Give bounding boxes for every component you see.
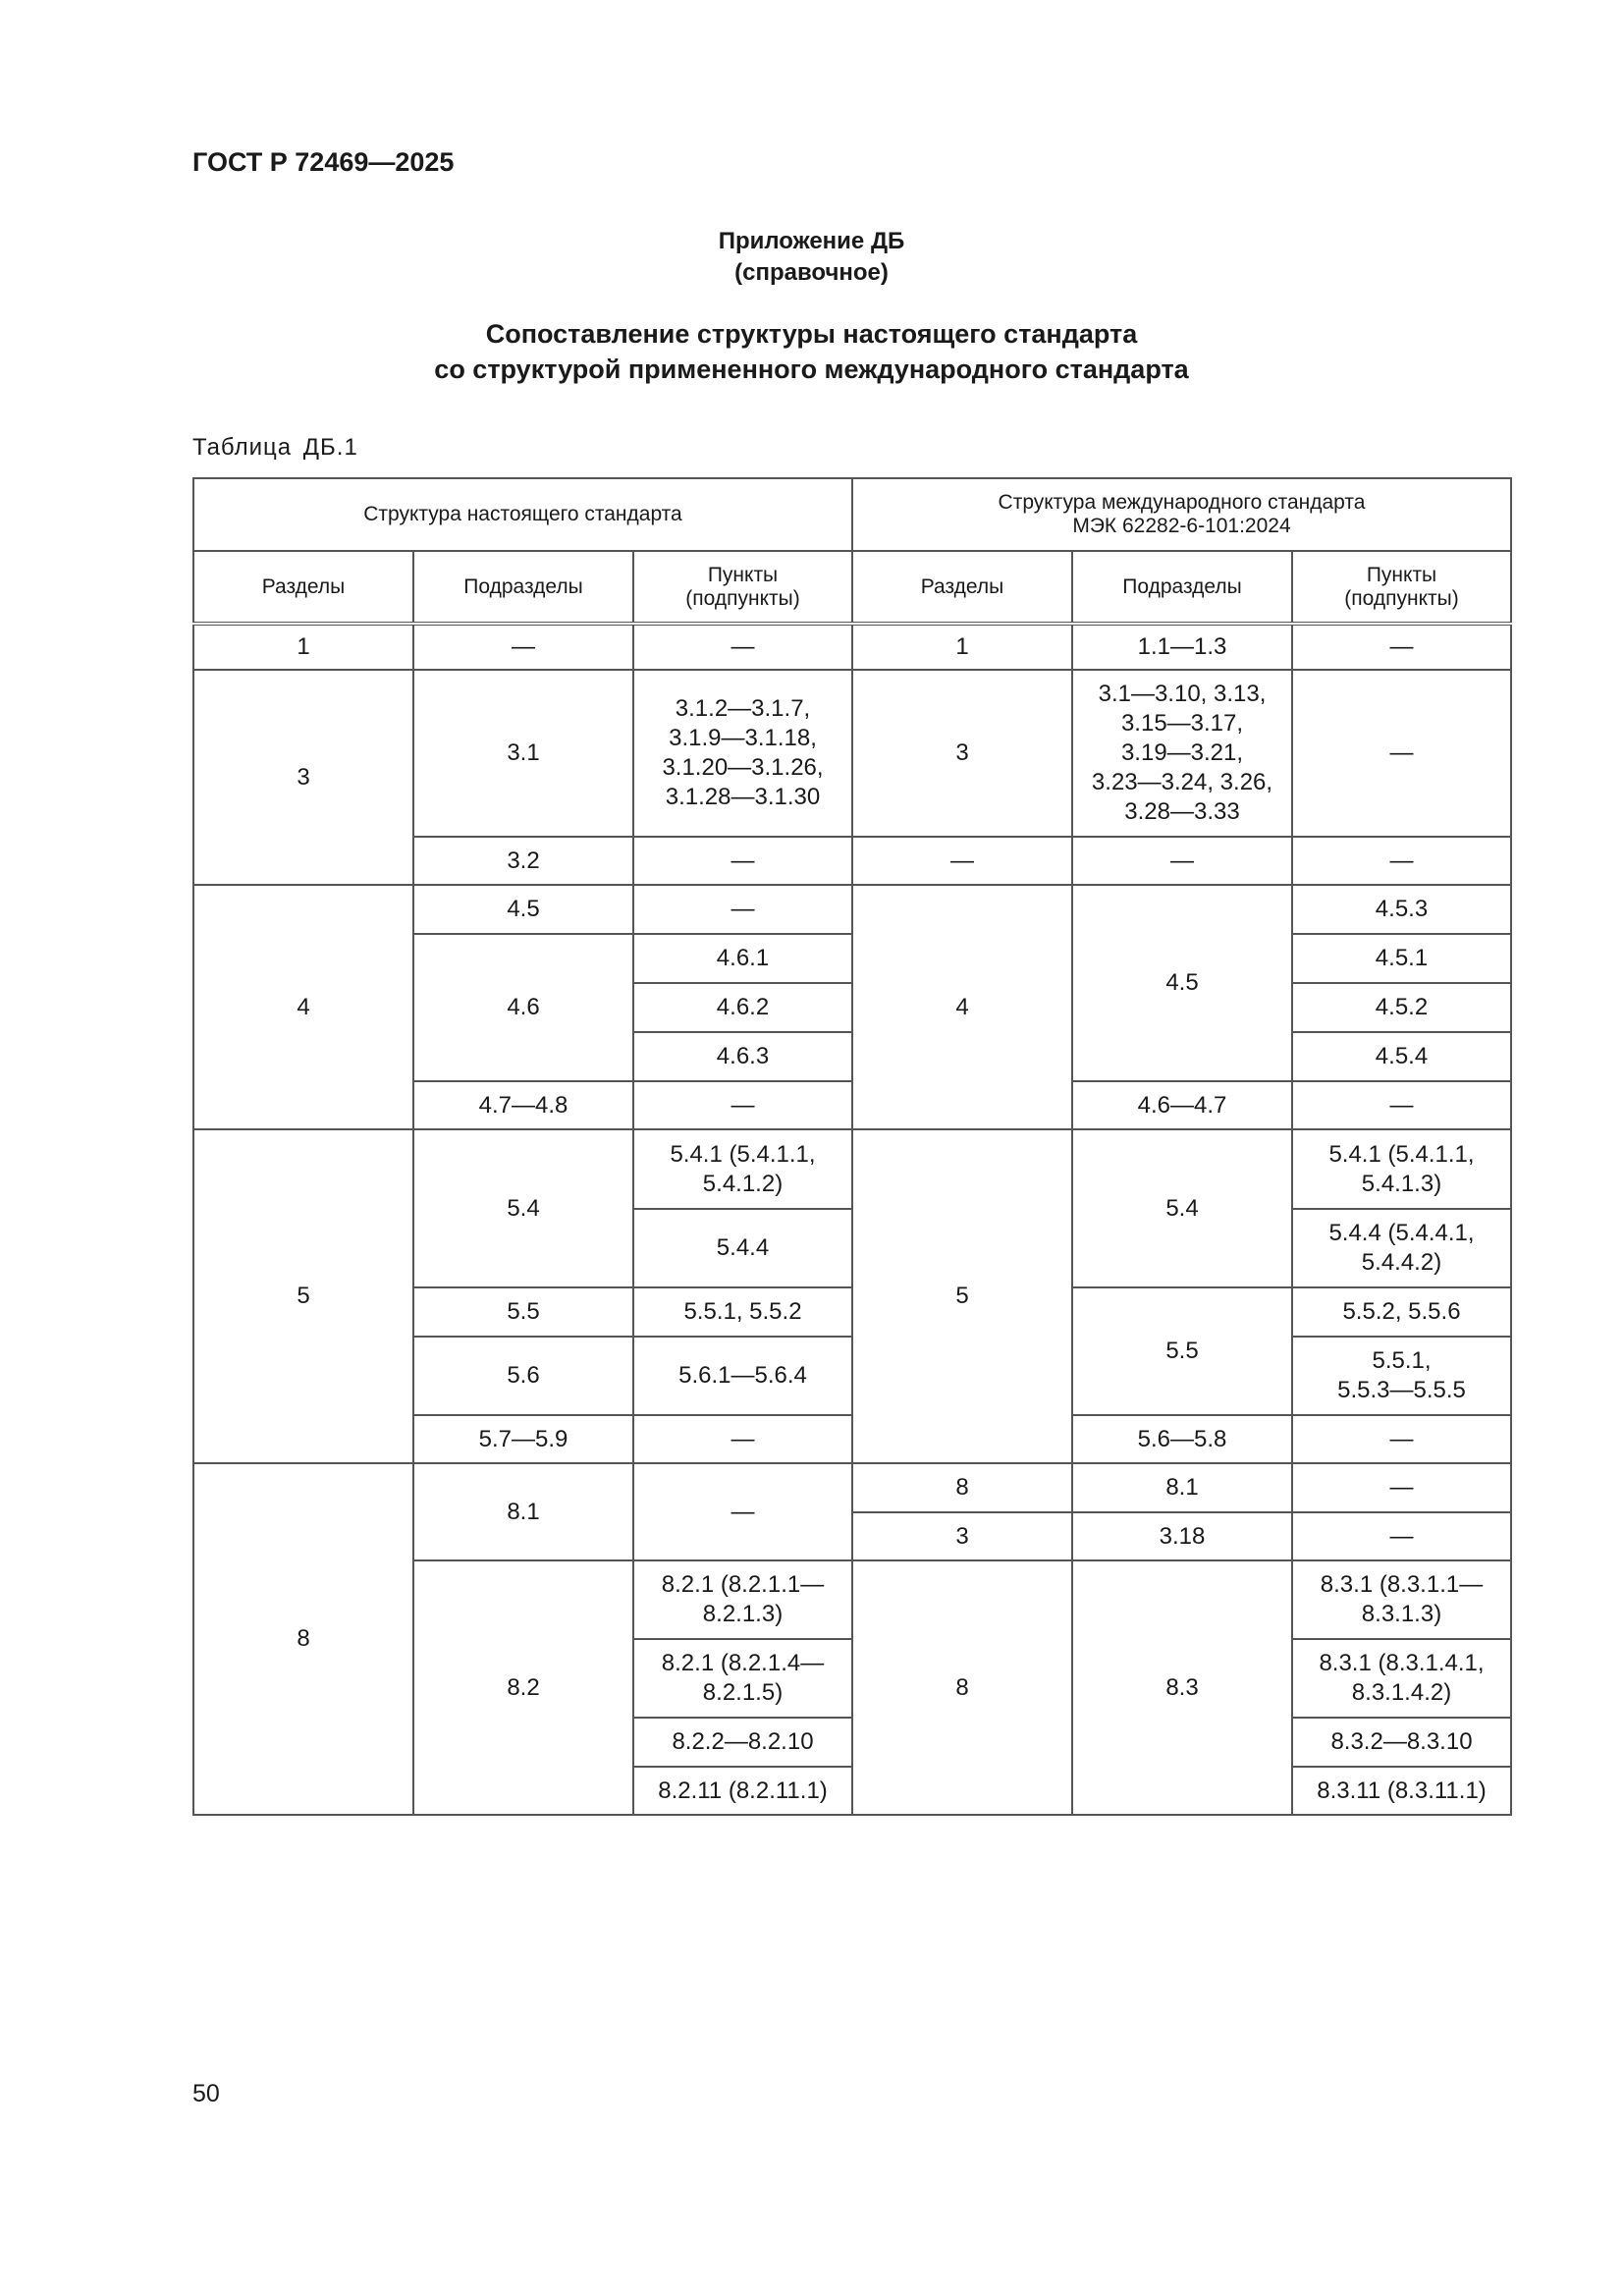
table-cell: 1 <box>193 624 413 670</box>
table-cell: — <box>1292 1415 1511 1463</box>
document-id: ГОСТ Р 72469—2025 <box>192 147 455 177</box>
table-column-header-row <box>193 551 1511 624</box>
table-cell: — <box>1292 624 1511 670</box>
table-cell: 3.1.2—3.1.7, 3.1.9—3.1.18, 3.1.20—3.1.26, 3.1.28—3.1.30 <box>633 670 852 837</box>
table-cell: 8.3.1 (8.3.1.4.1, 8.3.1.4.2) <box>1292 1639 1511 1718</box>
table-cell: 1.1—1.3 <box>1072 624 1292 670</box>
table-header-group-row <box>193 478 1511 551</box>
table-label-number: ДБ.1 <box>302 434 358 461</box>
table-cell: — <box>1292 837 1511 885</box>
table-cell: 5.4.4 <box>633 1209 852 1287</box>
column-header: Разделы <box>193 551 413 624</box>
table-cell: — <box>633 837 852 885</box>
table-cell: 5.4.1 (5.4.1.1, 5.4.1.2) <box>633 1129 852 1209</box>
column-header: Пункты (подпункты) <box>1292 551 1511 624</box>
table-cell: 5.4 <box>413 1129 633 1287</box>
table-cell: 3 <box>193 670 413 885</box>
table-row <box>193 1463 1511 1512</box>
table-cell: 5.6.1—5.6.4 <box>633 1337 852 1415</box>
appendix-note: (справочное) <box>734 259 889 286</box>
national-structure-header: Структура настоящего стандарта <box>193 478 852 551</box>
table-cell: 8.2.2—8.2.10 <box>633 1718 852 1767</box>
table-cell: 5.4 <box>1072 1129 1292 1287</box>
table-cell: 4.6 <box>413 934 633 1081</box>
section-title <box>0 316 1623 387</box>
table-cell: 5.6—5.8 <box>1072 1415 1292 1463</box>
table-row <box>193 670 1511 837</box>
table-cell: — <box>413 624 633 670</box>
table-cell: 4.6.3 <box>633 1032 852 1081</box>
appendix-heading <box>0 226 1623 289</box>
table-cell: 4.5 <box>413 885 633 934</box>
table-cell: — <box>1292 670 1511 837</box>
table-cell: 8.2.1 (8.2.1.1— 8.2.1.3) <box>633 1560 852 1639</box>
structure-comparison-table <box>192 477 1512 1816</box>
table-cell: 5.5.1, 5.5.2 <box>633 1287 852 1337</box>
table-cell: 8.1 <box>413 1463 633 1560</box>
table-row <box>193 624 1511 670</box>
column-header: Подразделы <box>413 551 633 624</box>
column-header: Подразделы <box>1072 551 1292 624</box>
table-cell: 3.1—3.10, 3.13, 3.15—3.17, 3.19—3.21, 3.23—3.24, 3.26, 3.28—3.33 <box>1072 670 1292 837</box>
table-cell: 4.5.1 <box>1292 934 1511 983</box>
table-cell: 4.6—4.7 <box>1072 1081 1292 1129</box>
column-header: Разделы <box>852 551 1072 624</box>
table-cell: 8.1 <box>1072 1463 1292 1512</box>
table-cell: — <box>1072 837 1292 885</box>
table-cell: 5.4.4 (5.4.4.1, 5.4.4.2) <box>1292 1209 1511 1287</box>
table-cell: 8.3.2—8.3.10 <box>1292 1718 1511 1767</box>
section-title-line-2: со структурой примененного международного стандарта <box>434 355 1189 384</box>
table-cell: 3 <box>852 1512 1072 1560</box>
table-cell: 8 <box>852 1560 1072 1815</box>
table-cell: 5 <box>193 1129 413 1463</box>
table-cell: — <box>1292 1081 1511 1129</box>
table-cell: 3.1 <box>413 670 633 837</box>
section-title-line-1: Сопоставление структуры настоящего стандарта <box>485 319 1138 349</box>
table-cell: 8.2.11 (8.2.11.1) <box>633 1767 852 1815</box>
page-number: 50 <box>192 2080 220 2107</box>
table-cell: 8.3.1 (8.3.1.1— 8.3.1.3) <box>1292 1560 1511 1639</box>
table-cell: 4 <box>193 885 413 1129</box>
table-cell: 4.6.2 <box>633 983 852 1032</box>
table-row <box>193 885 1511 934</box>
table-cell: 8.2.1 (8.2.1.4— 8.2.1.5) <box>633 1639 852 1718</box>
table-cell: — <box>633 885 852 934</box>
international-structure-header: Структура международного стандарта МЭК 62282-6-101:2024 <box>852 478 1511 551</box>
table-cell: 5.4.1 (5.4.1.1, 5.4.1.3) <box>1292 1129 1511 1209</box>
table-cell: 1 <box>852 624 1072 670</box>
table-cell: 3.18 <box>1072 1512 1292 1560</box>
table-cell: 5.5 <box>1072 1287 1292 1415</box>
table-cell: 5.5.1, 5.5.3—5.5.5 <box>1292 1337 1511 1415</box>
table-cell: 5.7—5.9 <box>413 1415 633 1463</box>
table-cell: 3.2 <box>413 837 633 885</box>
table-cell: 5.6 <box>413 1337 633 1415</box>
table-cell: 8.3 <box>1072 1560 1292 1815</box>
table-cell: — <box>1292 1512 1511 1560</box>
table-label-prefix: Таблица <box>192 434 293 461</box>
table-cell: 4 <box>852 885 1072 1129</box>
appendix-title: Приложение ДБ <box>718 228 905 254</box>
table-cell: 4.7—4.8 <box>413 1081 633 1129</box>
table-cell: — <box>633 1463 852 1560</box>
table-cell: 8.3.11 (8.3.11.1) <box>1292 1767 1511 1815</box>
table-cell: 3 <box>852 670 1072 837</box>
column-header: Пункты (подпункты) <box>633 551 852 624</box>
table-row <box>193 1129 1511 1209</box>
table-cell: 8 <box>193 1463 413 1815</box>
table-cell: 4.6.1 <box>633 934 852 983</box>
table-cell: 5.5.2, 5.5.6 <box>1292 1287 1511 1337</box>
table-label <box>192 434 358 462</box>
table-cell: 5.5 <box>413 1287 633 1337</box>
table-cell: — <box>633 1415 852 1463</box>
table-cell: 4.5.4 <box>1292 1032 1511 1081</box>
table-cell: — <box>1292 1463 1511 1512</box>
table-cell: 5 <box>852 1129 1072 1463</box>
table-cell: — <box>633 1081 852 1129</box>
table-cell: — <box>852 837 1072 885</box>
table-cell: 8.2 <box>413 1560 633 1815</box>
table-cell: 4.5.2 <box>1292 983 1511 1032</box>
table-cell: 8 <box>852 1463 1072 1512</box>
table-cell: — <box>633 624 852 670</box>
table-cell: 4.5.3 <box>1292 885 1511 934</box>
table-cell: 4.5 <box>1072 885 1292 1081</box>
